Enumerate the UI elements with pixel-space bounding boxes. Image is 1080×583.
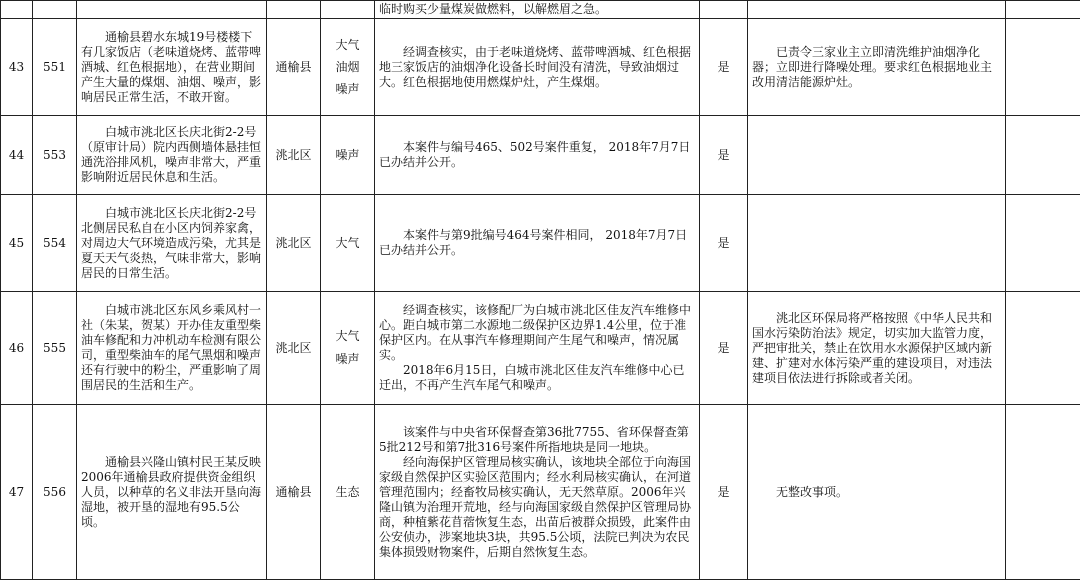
handling-text: 无整改事项。 <box>776 484 849 499</box>
table-row <box>1 19 1080 116</box>
case-no-cell: 553 <box>33 116 77 195</box>
handling-cell <box>748 195 1006 292</box>
findings-cell <box>375 405 700 580</box>
seq-cell: 44 <box>1 116 33 195</box>
handling-text: 已责令三家业主立即清洗维护油烟净化器；立即进行降噪处理。要求红色根据地业主改用清洁能源炉灶。 <box>752 44 993 89</box>
verified-cell: 是 <box>700 195 748 292</box>
case-no-cell <box>33 1 77 19</box>
remark-cell <box>1006 195 1080 292</box>
type-line: 大气 <box>335 235 360 250</box>
table-row <box>1 1 1080 19</box>
type-line: 生态 <box>335 484 360 499</box>
type-cell <box>321 405 375 580</box>
findings-cell <box>375 195 700 292</box>
remark-cell <box>1006 292 1080 405</box>
region-cell: 洮北区 <box>267 195 321 292</box>
type-cell <box>321 195 375 292</box>
seq-cell <box>1 1 33 19</box>
case-no-cell: 556 <box>33 405 77 580</box>
type-line: 噪声 <box>335 352 360 366</box>
remark-cell <box>1006 405 1080 580</box>
verified-cell: 是 <box>700 292 748 405</box>
type-line: 噪声 <box>335 81 360 96</box>
seq-cell: 45 <box>1 195 33 292</box>
content-text: 白城市洮北区长庆北街2-2号北侧居民私自在小区内饲养家禽，对周边大气环境造成污染，尤其是夏天天气炎热，气味非常大，影响居民的日常生活。 <box>81 205 262 280</box>
content-text: 通榆县兴隆山镇村民王某反映2006年通榆县政府提供资金组织人员，以种草的名义非法开垦向海湿地，被开垦的湿地有95.5公顷。 <box>81 454 262 529</box>
region-cell <box>267 1 321 19</box>
remark-cell <box>1006 116 1080 195</box>
content-cell <box>77 116 267 195</box>
handling-cell <box>748 405 1006 580</box>
content-text: 通榆县碧水东城19号楼楼下有几家饭店（老味道烧烤、蓝带啤酒城、红色根据地），在营业期间产生大量的煤烟、油烟、噪声，影响居民正常生活，不敢开窗。 <box>81 29 262 104</box>
findings-cell <box>375 116 700 195</box>
verified-cell <box>700 1 748 19</box>
table-row <box>1 292 1080 405</box>
case-no-cell: 555 <box>33 292 77 405</box>
handling-cell <box>748 116 1006 195</box>
findings-text: 本案件与编号465、502号案件重复， 2018年7月7日已办结并公开。 <box>379 140 691 169</box>
content-cell <box>77 292 267 405</box>
case-no-cell: 554 <box>33 195 77 292</box>
type-cell <box>321 1 375 19</box>
region-cell: 洮北区 <box>267 292 321 405</box>
handling-cell <box>748 1 1006 19</box>
handling-text: 洮北区环保局将严格按照《中华人民共和国水污染防治法》规定，切实加大监管力度，严把审批关，禁止在饮用水水源保护区域内新建、扩建对水体污染严重的建设项目，对违法建项目依法进行拆除或者关闭。 <box>752 310 993 385</box>
type-line: 大气 <box>335 37 360 52</box>
content-cell <box>77 405 267 580</box>
remark-cell <box>1006 1 1080 19</box>
case-no-cell: 551 <box>33 19 77 116</box>
table-row <box>1 195 1080 292</box>
type-cell <box>321 116 375 195</box>
findings-text: 2018年6月15日，白城市洮北区佳友汽车维修中心已迁出，不再产生汽车尾气和噪声。 <box>379 363 685 392</box>
remark-cell <box>1006 19 1080 116</box>
type-line: 油烟 <box>335 59 360 74</box>
content-text: 白城市洮北区东风乡乘风村一社（朱某，贺某）开办佳友重型柴油车修配和力冲机动车检测有限公司，重型柴油车的尾气黑烟和噪声还有行驶中的粉尘，严重影响了周围居民的生活和生产。 <box>81 303 262 392</box>
findings-text: 本案件与第9批编号464号案件相同， 2018年7月7日已办结并公开。 <box>379 228 688 257</box>
verified-cell: 是 <box>700 116 748 195</box>
seq-cell: 43 <box>1 19 33 116</box>
verified-cell: 是 <box>700 405 748 580</box>
handling-cell <box>748 292 1006 405</box>
table-row <box>1 405 1080 580</box>
type-cell <box>321 19 375 116</box>
region-cell: 洮北区 <box>267 116 321 195</box>
seq-cell: 46 <box>1 292 33 405</box>
seq-cell: 47 <box>1 405 33 580</box>
findings-cell <box>375 1 700 19</box>
findings-text: 经调查核实，该修配厂为白城市洮北区佳友汽车维修中心。距白城市第二水源地二级保护区边界1.4公里，位于准保护区内。在从事汽车修理期间产生尾气和噪声，情况属实。 <box>379 303 692 362</box>
content-cell <box>77 1 267 19</box>
type-line: 大气 <box>335 329 360 343</box>
findings-text: 经调查核实，由于老味道烧烤、蓝带啤酒城、红色根据地三家饭店的油烟净化设备长时间没有清洗，导致油烟过大。红色根据地使用燃煤炉灶，产生煤烟。 <box>379 44 692 89</box>
content-cell <box>77 195 267 292</box>
content-cell <box>77 19 267 116</box>
type-cell <box>321 292 375 405</box>
handling-cell <box>748 19 1006 116</box>
findings-text: 该案件与中央省环保督查第36批7755、省环保督查第5批212号和第7批316号案件所指地块是同一地块。 <box>379 424 689 454</box>
content-text: 白城市洮北区长庆北街2-2号（原审计局）院内西侧墙体悬挂恒通洗浴排风机，噪声非常大，严重影响附近居民休息和生活。 <box>81 125 262 184</box>
verified-cell: 是 <box>700 19 748 116</box>
region-cell: 通榆县 <box>267 19 321 116</box>
table-row <box>1 116 1080 195</box>
region-cell: 通榆县 <box>267 405 321 580</box>
type-line: 噪声 <box>335 147 360 162</box>
findings-cell <box>375 19 700 116</box>
findings-cell <box>375 292 700 405</box>
findings-text: 经向海保护区管理局核实确认，该地块全部位于向海国家级自然保护区实验区范围内；经水利局核实确认，在河道管理范围内；经畜牧局核实确认，无天然草原。2006年兴隆山镇为治理开荒地，经与向海国家级自然保护区管理局协商，种植紫花苜蓿恢复生态，出苗后被群众损毁，此案件由公安侦办，涉案地块3块，共95.5公顷，法院已判决为农民集体损毁财物案件，后期自然恢复生态。 <box>379 454 692 559</box>
findings-text: 临时购买少量煤炭做燃料，以解燃眉之急。 <box>379 2 608 16</box>
